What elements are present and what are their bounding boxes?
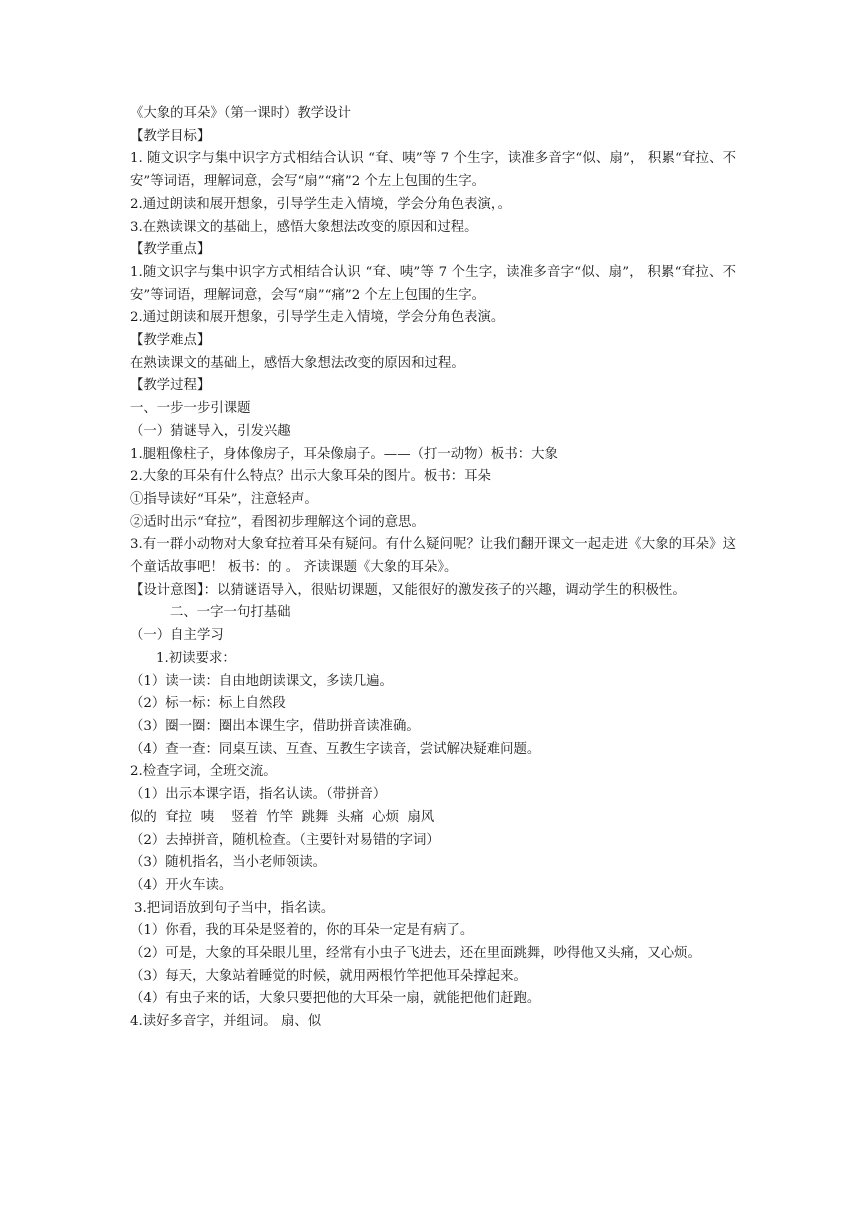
process-heading: 【教学过程】	[130, 378, 211, 394]
lesson-plan-document	[130, 103, 736, 1034]
paragraph: （1）读一读：自由地朗读课文，多读几遍。	[130, 673, 393, 689]
goal-item: 3.在熟读课文的基础上，感悟大象想法改变的原因和过程。	[130, 219, 478, 235]
paragraph: （3）每天，大象站着睡觉的时候，就用两根竹竿把他耳朵撑起来。	[130, 968, 527, 984]
paragraph: （3）随机指名，当小老师领读。	[130, 855, 326, 871]
paragraph: （3）圈一圈：圈出本课生字，借助拼音读准确。	[130, 718, 420, 734]
paragraph: 2.检查字词，全班交流。	[130, 764, 277, 780]
key-point-item: 1.随文识字与集中识字方式相结合认识 “耷、咦”等 7 个生字，读准多音字“似、扇”， 积累“耷拉、不安”等词语，理解词意，会写“扇”“痛”2 个左上包围的生字。	[130, 264, 736, 303]
paragraph: 2.大象的耳朵有什么特点？出示大象耳朵的图片。板书：耳朵	[130, 469, 491, 485]
paragraph: （4）开火车读。	[130, 877, 233, 893]
sub-heading: （一）猜谜导入，引发兴趣	[130, 423, 291, 439]
paragraph: （4）有虫子来的话，大象只要把他的大耳朵一扇，就能把他们赶跑。	[130, 991, 541, 1007]
paragraph: ②适时出示“耷拉”，看图初步理解这个词的意思。	[130, 514, 425, 530]
paragraph: （1）出示本课字语，指名认读。（带拼音）	[130, 787, 387, 803]
paragraph: （2）标一标：标上自然段	[130, 696, 286, 712]
key-point-item: 2.通过朗读和展开想象，引导学生走入情境，学会分角色表演。	[130, 310, 505, 326]
part-heading: 二、一字一句打基础	[170, 605, 291, 621]
word-list: 似的 耷拉 咦 竖着 竹竿 跳舞 头痛 心烦 扇风	[130, 809, 435, 825]
paragraph: （2）可是，大象的耳朵眼儿里，经常有小虫子飞进去，还在里面跳舞，吵得他又头痛，又心烦。	[130, 946, 701, 962]
paragraph: 3.把词语放到句子当中，指名读。	[134, 900, 335, 916]
paragraph: ①指导读好“耳朵”，注意轻声。	[130, 491, 318, 507]
key-points-heading: 【教学重点】	[130, 242, 211, 258]
difficulty-item: 在熟读课文的基础上，感悟大象想法改变的原因和过程。	[130, 355, 465, 371]
paragraph: （4）查一查：同桌互读、互查、互教生字读音，尝试解决疑难问题。	[130, 741, 541, 757]
goal-item: 2.通过朗读和展开想象，引导学生走入情境，学会分角色表演，。	[130, 196, 512, 212]
paragraph: 3.有一群小动物对大象耷拉着耳朵有疑问。有什么疑问呢？让我们翻开课文一起走进《大象的耳朵》这个童话故事吧！ 板书：的 。 齐读课题《大象的耳朵》。	[130, 537, 736, 576]
paragraph: 1.腿粗像柱子，身体像房子，耳朵像扇子。——（打一动物）板书：大象	[130, 446, 558, 462]
paragraph: 4.读好多音字，并组词。 扇、似	[130, 1014, 322, 1030]
design-intent: 【设计意图】：以猜谜语导入，很贴切课题，又能很好的激发孩子的兴趣，调动学生的积极性。	[130, 582, 686, 598]
paragraph: （2）去掉拼音，随机检查。（主要针对易错的字词）	[130, 832, 440, 848]
goal-item: 1. 随文识字与集中识字方式相结合认识 “耷、咦”等 7 个生字，读准多音字“似、扇”， 积累“耷拉、不安”等词语，理解词意，会写“扇”“痛”2 个左上包围的生字。	[130, 151, 736, 190]
goals-heading: 【教学目标】	[130, 128, 211, 144]
paragraph: 1.初读要求：	[156, 650, 236, 666]
document-title: 《大象的耳朵》（第一课时）教学设计	[130, 106, 351, 121]
paragraph: （1）你看，我的耳朵是竖着的，你的耳朵一定是有病了。	[130, 923, 474, 939]
part-heading: 一、一步一步引课题	[130, 401, 251, 417]
difficulty-heading: 【教学难点】	[130, 333, 211, 349]
sub-heading: （一）自主学习	[130, 628, 224, 644]
